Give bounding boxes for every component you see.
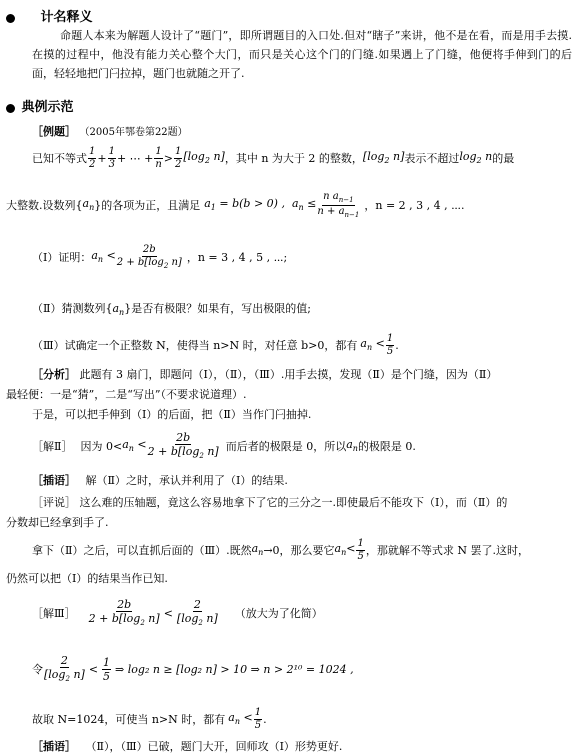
insert-2: ［插语］ （Ⅱ），（Ⅲ）已破，题门大开，回师攻（Ⅰ）形势更好. [32,740,343,753]
bullet-icon [6,14,15,23]
insert1-tag: ［插语］ [32,474,76,487]
bullet-icon [6,104,15,113]
frac-1-n: $\frac{1}{n}$ [155,145,162,170]
solution2-tag: ［解Ⅱ］ [32,440,73,453]
analysis-tag: ［分析］ [32,368,76,381]
solution3-tag: ［解Ⅲ］ [32,607,76,620]
frac-1-2: $\frac{1}{2}$ [89,145,96,170]
after-line2: 仍然可以把（Ⅰ）的结果当作已知. [6,572,168,585]
solution-3: ［解Ⅲ］ $\frac{2b}{2 + b[\log_2 n]}$ < $\frac{2}{[\log_2 n]}$ （放大为了化简） [32,597,323,628]
analysis-line1: ［分析］ 此题有 3 扇门，即题问（Ⅰ），（Ⅱ），（Ⅲ）.用手去摸，发现（Ⅱ）是个门缝，因为（Ⅱ） [32,368,498,381]
question-1: （Ⅰ）证明： $a_n$ < $\frac{2b}{2 + b[\log_2 n]}$ ，n = 3 , 4 , 5 , ⋯; [32,243,288,270]
problem-line2: 大整数.设数列{ $a_n$ }的各项为正，且满足 $a_1 = b(b > 0)$ , $a_n$ ≤ $\frac{n a_{n-1}}{n + a_{n-1}}$ ，n = 2 , 3 , 4 , ⋯. [6,190,465,219]
frac-1-2b: $\frac{1}{2}$ [175,145,182,170]
frac-q1: $\frac{2b}{2 + b[\log_2 n]}$ [116,243,182,270]
after-line1: 拿下（Ⅱ）之后，可以直抓后面的（Ⅲ）.既然 $a_n$ →0，那么要它 $a_n<$ $\frac{1}{5}$ ，那就解不等式求 N 罢了.这时， [32,537,529,562]
section1-paragraph: 命题人本来为解题人设计了“题门”，即所谓题目的入口处.但对“瞎子”来讲，他不是在看，而是用手去摸.在摸的过程中，他没有能力关心整个大门，而只是关心这个门的门缝.如果遇上了门缝，他便将手伸到门的后面，轻轻地把门闩拉掉，题门也就随之开了. [32,29,572,80]
comment-line2: 分数却已经拿到手了. [6,516,109,529]
problem-line1: 已知不等式 $\frac{1}{2}$ + $\frac{1}{3}$ + ⋯ + $\frac{1}{n}$ > $\frac{1}{2}$ [$\log_2$ n] ，其中 n 为大于 2 的整数， [$\log_2$ n] 表示不超过 $\log_2 n$ 的最 [32,145,515,170]
question-2: （Ⅱ）猜测数列$\{a_n\}$是否有极限？如果有，写出极限的值; [32,302,311,318]
conclusion: 故取 N=1024，可使当 n>N 时，都有 $a_n$ < $\frac{1}{5}$ . [32,706,267,731]
frac-sol3b: $\frac{2}{[\log_2 n]}$ [176,597,218,628]
section2-title: 典例示范 [21,100,74,115]
insert-1: ［插语］ 解（Ⅱ）之时，承认并利用了（Ⅰ）的结果. [32,474,288,487]
example-tag: ［例题］ [32,125,76,138]
frac-sol3a: $\frac{2b}{2 + b[\log_2 n]}$ [88,597,160,628]
analysis-line3: 于是，可以把手伸到（Ⅰ）的后面，把（Ⅱ）当作门闩抽掉. [32,408,312,421]
comment-line1: ［评说］ 这么难的压轴题，竟这么容易地拿下了它的三分之一.即使最后不能攻下（Ⅰ），而（Ⅱ）的 [32,496,508,509]
question-3: （Ⅲ）试确定一个正整数 N，使得当 n>N 时，对任意 b>0，都有 $a_n$ < $\frac{1}{5}$ . [32,332,399,357]
frac-1-5c: $\frac{1}{5}$ [103,655,111,683]
insert2-tag: ［插语］ [32,740,76,753]
let-line: 令 $\frac{2}{[\log_2 n]}$ < $\frac{1}{5}$ ⇒ log₂ n ≥ [log₂ n] > 10 ⇒ n > 2¹⁰ = 1024 , [32,653,354,684]
frac-1-5: $\frac{1}{5}$ [386,332,394,357]
frac-sol2: $\frac{2b}{2 + b[\log_2 n]}$ [147,430,219,461]
frac-1-3: $\frac{1}{3}$ [108,145,115,170]
frac-1-5d: $\frac{1}{5}$ [254,706,262,731]
frac-1-5b: $\frac{1}{5}$ [357,537,364,562]
analysis-line2: 最轻便：一是“猜”，二是“写出”（不要求说道理）. [6,388,247,401]
section2-header [6,96,74,115]
example-header [32,123,188,139]
section1-title: 计名释义 [40,10,93,25]
section1-header [6,6,93,25]
frac-let: $\frac{2}{[\log_2 n]}$ [44,653,85,684]
comment-tag: ［评说］ [32,496,76,509]
frac-recurrence: $\frac{n a_{n-1}}{n + a_{n-1}}$ [317,190,360,219]
solution-2: ［解Ⅱ］ 因为 0< $a_n$ < $\frac{2b}{2 + b[\log_2 n]}$ 而后者的极限是 0，所以 $a_n$ 的极限是 0. [32,430,416,461]
example-source: （2005年鄂卷第22题） [79,127,188,138]
